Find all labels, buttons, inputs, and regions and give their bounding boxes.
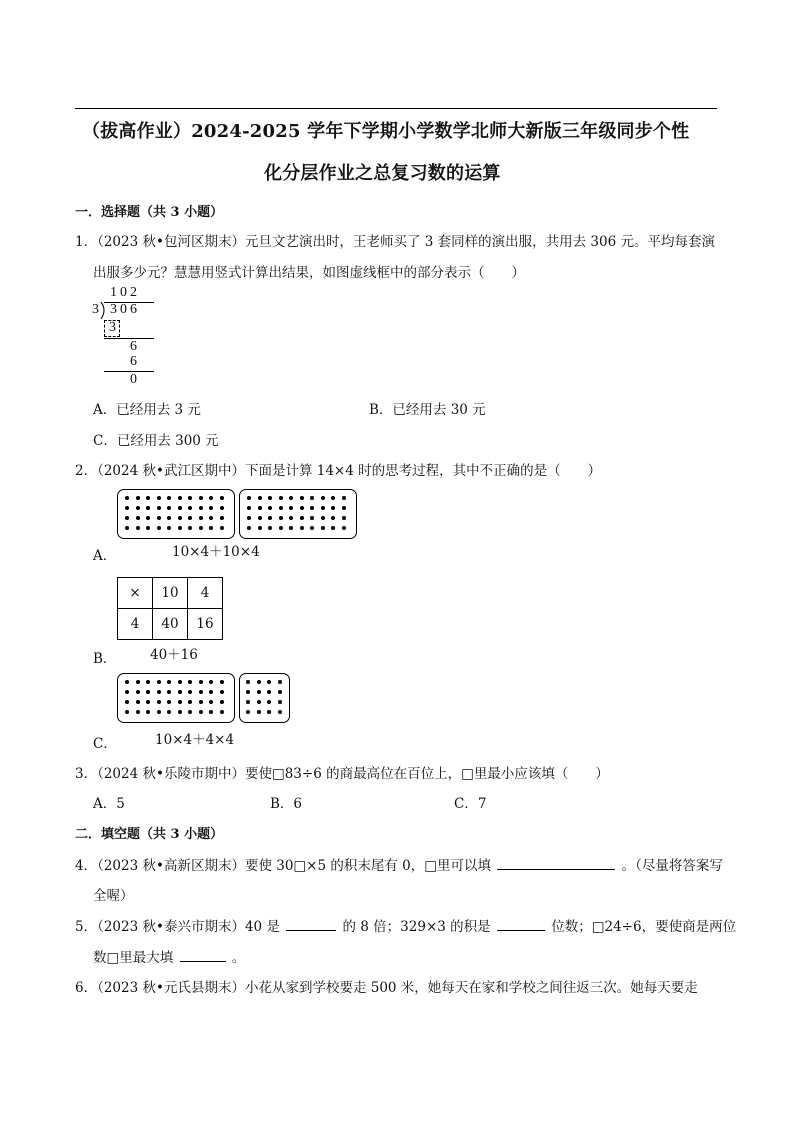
dot — [146, 700, 150, 704]
grid-cell: 16 — [188, 609, 223, 640]
dot — [167, 506, 171, 510]
question-5-line1 — [75, 915, 736, 935]
dot — [279, 526, 283, 530]
dot — [178, 700, 182, 704]
q2-option-a-caption: 10×4＋10×4 — [172, 544, 260, 560]
dot — [279, 516, 283, 520]
dot — [267, 710, 271, 714]
dot — [188, 710, 192, 714]
dot — [178, 690, 182, 694]
dot — [136, 690, 140, 694]
division-quotient: 102 — [110, 285, 140, 300]
dot — [157, 526, 161, 530]
dot — [342, 506, 346, 510]
dot — [157, 680, 161, 684]
dot-array-box-c1 — [117, 673, 235, 723]
dot — [342, 526, 346, 530]
q2-option-b-label: B． — [93, 651, 117, 667]
division-dividend: 306 — [110, 302, 140, 317]
dot — [247, 526, 251, 530]
dot — [267, 680, 271, 684]
dot — [146, 506, 150, 510]
section-heading-fill: 二．填空题（共 3 小题） — [75, 827, 224, 842]
question-4-line2: 全喔） — [93, 888, 134, 904]
dot — [178, 680, 182, 684]
dot — [199, 680, 203, 684]
dot — [178, 516, 182, 520]
grid-cell: × — [118, 578, 153, 609]
dot — [157, 516, 161, 520]
dot — [136, 496, 140, 500]
dot — [188, 496, 192, 500]
dot — [188, 700, 192, 704]
dot — [146, 496, 150, 500]
dot — [209, 526, 213, 530]
dot-array — [246, 680, 282, 714]
question-6-line1: 6．（2023 秋•元氏县期末）小花从家到学校要走 500 米，她每天在家和学校之间往返三次。她每天要走 — [75, 980, 698, 996]
q2-option-c-label: C． — [93, 736, 117, 752]
dot — [247, 516, 251, 520]
dot — [209, 496, 213, 500]
division-step2: 6 — [130, 339, 140, 354]
q5-answer-blank-1[interactable] — [286, 916, 336, 931]
dot — [199, 526, 203, 530]
dot — [136, 516, 140, 520]
q4-text-a: 4．（2023 秋•高新区期末）要使 30□×5 的积末尾有 0，□里可以填 — [75, 858, 492, 874]
dot — [257, 680, 261, 684]
division-divisor: 3 — [92, 302, 102, 317]
dot — [220, 710, 224, 714]
dot — [268, 526, 272, 530]
dot — [125, 690, 129, 694]
dot — [289, 516, 293, 520]
dot — [220, 506, 224, 510]
dot — [146, 516, 150, 520]
dot — [125, 506, 129, 510]
division-step3: 6 — [130, 354, 140, 369]
dot-array — [247, 496, 346, 530]
dot — [157, 496, 161, 500]
grid-cell: 4 — [188, 578, 223, 609]
division-line-2 — [104, 371, 154, 372]
dot — [278, 710, 282, 714]
dot — [268, 516, 272, 520]
dot — [146, 680, 150, 684]
dot — [199, 690, 203, 694]
dot — [342, 516, 346, 520]
q5-text-b: 的 8 倍；329×3 的积是 — [342, 919, 491, 935]
dot — [220, 516, 224, 520]
dot — [278, 690, 282, 694]
dot — [167, 700, 171, 704]
q4-answer-blank[interactable] — [497, 855, 615, 870]
dot — [167, 526, 171, 530]
dot — [125, 710, 129, 714]
dot — [278, 700, 282, 704]
division-line-1 — [104, 338, 154, 339]
dot — [257, 700, 261, 704]
dot — [199, 506, 203, 510]
q2-option-b-caption: 40＋16 — [150, 647, 198, 663]
dot — [310, 526, 314, 530]
dot — [342, 496, 346, 500]
dot — [321, 516, 325, 520]
section-heading-choice: 一．选择题（共 3 小题） — [75, 205, 224, 220]
dot — [258, 496, 262, 500]
dot — [167, 516, 171, 520]
dot — [157, 690, 161, 694]
dot — [188, 680, 192, 684]
q1-option-b: B．已经用去 30 元 — [369, 402, 486, 418]
dot — [331, 526, 335, 530]
question-5-line2 — [93, 946, 245, 966]
dot-array — [125, 680, 224, 714]
dot — [146, 526, 150, 530]
dot — [300, 526, 304, 530]
dot — [136, 526, 140, 530]
dot — [257, 710, 261, 714]
dot — [136, 700, 140, 704]
q5-text-d: 数□里最大填 — [93, 950, 174, 966]
dot — [220, 526, 224, 530]
dot — [209, 680, 213, 684]
dot — [178, 710, 182, 714]
dot — [258, 526, 262, 530]
dot — [125, 516, 129, 520]
dot — [289, 506, 293, 510]
q3-option-a: A．5 — [93, 796, 125, 812]
dot — [178, 496, 182, 500]
dot — [146, 710, 150, 714]
dot — [279, 496, 283, 500]
dot-array — [125, 496, 224, 530]
division-remainder: 0 — [130, 372, 140, 387]
dot — [289, 496, 293, 500]
dot — [246, 710, 250, 714]
dot — [125, 526, 129, 530]
dot — [209, 710, 213, 714]
dot — [136, 710, 140, 714]
question-3-text: 3．（2024 秋•乐陵市期中）要使□83÷6 的商最高位在百位上，□里最小应该填（ ） — [75, 766, 609, 782]
q5-text-a: 5．（2023 秋•泰兴市期末）40 是 — [75, 919, 280, 935]
q2-option-a-label: A． — [93, 548, 117, 564]
dot — [300, 506, 304, 510]
multiplication-grid — [117, 577, 223, 640]
grid-cell: 4 — [118, 609, 153, 640]
dot — [289, 526, 293, 530]
dot — [331, 516, 335, 520]
dot — [246, 680, 250, 684]
division-bracket — [100, 302, 108, 320]
dot-array-box-a2 — [239, 489, 357, 539]
dot — [157, 710, 161, 714]
dot — [220, 496, 224, 500]
dot — [188, 506, 192, 510]
dot — [310, 506, 314, 510]
page-title-line2: 化分层作业之总复习数的运算 — [264, 163, 501, 184]
dot-array-box-a1 — [117, 489, 235, 539]
dot — [300, 516, 304, 520]
q1-option-a: A．已经用去 3 元 — [93, 402, 201, 418]
dot — [199, 516, 203, 520]
q5-text-c: 位数；□24÷6，要使商是两位 — [551, 919, 737, 935]
dot — [188, 526, 192, 530]
dot — [125, 496, 129, 500]
dot — [167, 690, 171, 694]
division-step1: 3 — [109, 320, 119, 335]
dot — [199, 700, 203, 704]
dot — [268, 506, 272, 510]
dot — [167, 496, 171, 500]
dot — [136, 506, 140, 510]
dot — [310, 496, 314, 500]
dot — [178, 526, 182, 530]
q5-answer-blank-2[interactable] — [497, 916, 545, 931]
q4-text-b: 。（尽量将答案写 — [621, 858, 723, 874]
dot — [125, 700, 129, 704]
dot — [209, 700, 213, 704]
dot — [300, 496, 304, 500]
question-2-text: 2．（2024 秋•武江区期中）下面是计算 14×4 时的思考过程，其中不正确的是（ ） — [75, 463, 602, 479]
dot — [188, 516, 192, 520]
grid-cell: 10 — [153, 578, 188, 609]
q5-answer-blank-3[interactable] — [180, 947, 226, 962]
page-title-line1: （拔高作业）2024-2025 学年下学期小学数学北师大新版三年级同步个性 — [82, 121, 690, 142]
question-1-line1: 1．（2023 秋•包河区期末）元旦文艺演出时，王老师买了 3 套同样的演出服，共用去 306 元。平均每套演 — [75, 234, 715, 250]
dot — [136, 680, 140, 684]
dot — [278, 680, 282, 684]
dot — [209, 690, 213, 694]
dot — [310, 516, 314, 520]
grid-cell: 40 — [153, 609, 188, 640]
dot — [258, 506, 262, 510]
dot — [199, 710, 203, 714]
dot — [199, 496, 203, 500]
dot — [268, 496, 272, 500]
dot — [321, 506, 325, 510]
dot — [331, 506, 335, 510]
dot — [157, 700, 161, 704]
dot — [220, 680, 224, 684]
dot — [220, 700, 224, 704]
question-4-line1 — [75, 854, 723, 874]
dot — [246, 700, 250, 704]
question-1-line2: 出服多少元？慧慧用竖式计算出结果，如图虚线框中的部分表示（ ） — [93, 265, 525, 281]
dot — [258, 516, 262, 520]
dot — [178, 506, 182, 510]
dot — [267, 690, 271, 694]
q3-option-c: C．7 — [454, 796, 487, 812]
dot — [188, 690, 192, 694]
q3-option-b: B．6 — [270, 796, 303, 812]
dot — [321, 496, 325, 500]
dot — [321, 526, 325, 530]
q1-option-c: C．已经用去 300 元 — [93, 433, 219, 449]
dot — [157, 506, 161, 510]
dot — [125, 680, 129, 684]
header-rule — [75, 108, 717, 109]
dot — [167, 680, 171, 684]
dot — [209, 516, 213, 520]
q5-text-e: 。 — [231, 950, 246, 966]
dot — [247, 496, 251, 500]
dot — [209, 506, 213, 510]
dot — [167, 710, 171, 714]
q2-option-c-caption: 10×4＋4×4 — [155, 732, 235, 748]
dot — [257, 690, 261, 694]
dot-array-box-c2 — [239, 673, 290, 723]
dot — [267, 700, 271, 704]
dot — [246, 690, 250, 694]
dot — [331, 496, 335, 500]
dot — [220, 690, 224, 694]
dot — [279, 506, 283, 510]
dot — [146, 690, 150, 694]
dot — [247, 506, 251, 510]
